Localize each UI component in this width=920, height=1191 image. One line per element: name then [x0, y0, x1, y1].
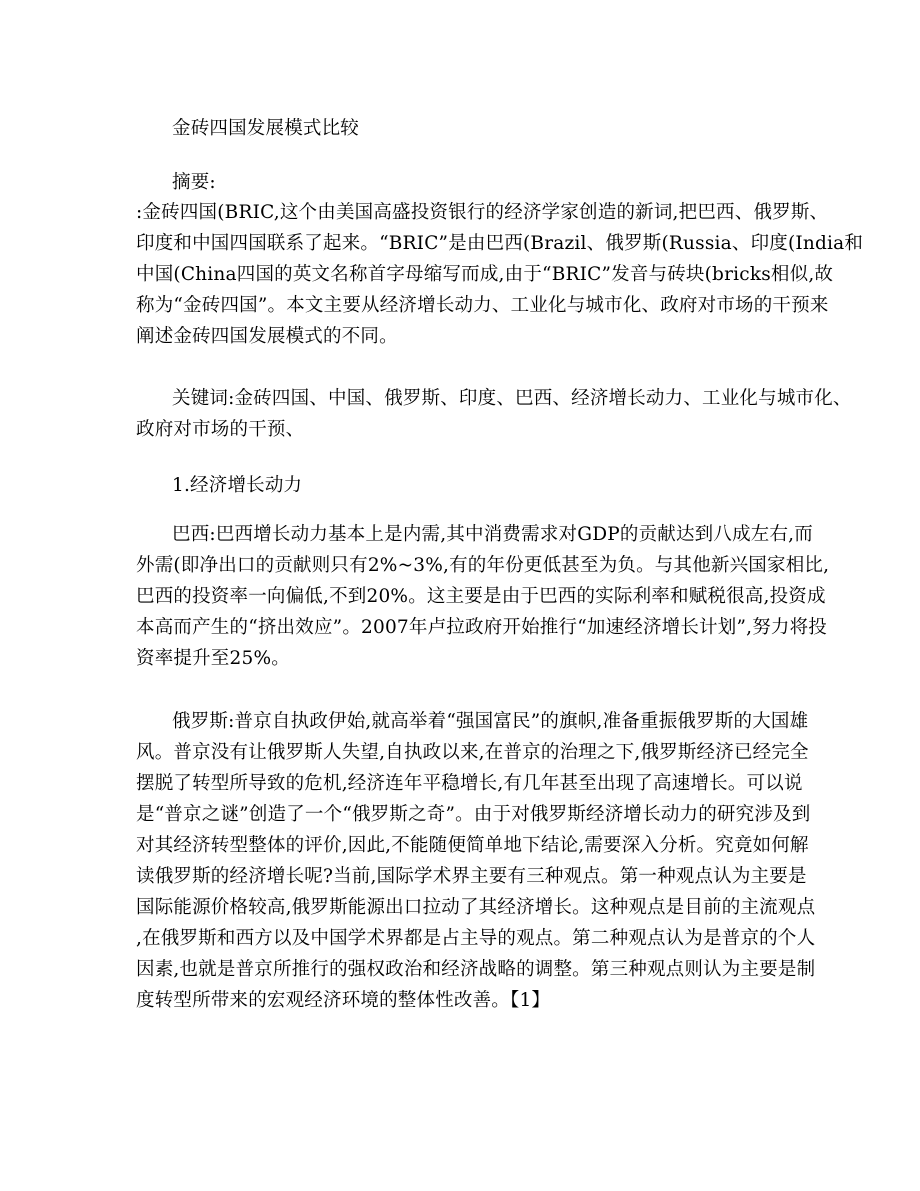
russia-line: 国际能源价格较高,俄罗斯能源出口拉动了其经济增长。这种观点是目前的主流观点 — [136, 897, 816, 918]
russia-line: 因素,也就是普京所推行的强权政治和经济战略的调整。第三种观点则认为主要是制 — [136, 959, 816, 980]
russia-line: 摆脱了转型所导致的危机,经济连年平稳增长,有几年甚至出现了高速增长。可以说 — [136, 773, 803, 794]
abstract-heading: 摘要: — [172, 172, 216, 193]
document-title: 金砖四国发展模式比较 — [172, 118, 360, 139]
abstract-line: :金砖四国(BRIC,这个由美国高盛投资银行的经济学家创造的新词,把巴西、俄罗斯、 — [136, 202, 829, 223]
abstract-paragraph — [136, 197, 864, 352]
russia-line: 对其经济转型整体的评价,因此,不能随便简单地下结论,需要深入分析。究竟如何解 — [136, 835, 809, 856]
brazil-line: 资率提升至25%。 — [136, 648, 290, 669]
keywords-line: 关键词:金砖四国、中国、俄罗斯、印度、巴西、经济增长动力、工业化与城市化、 — [172, 388, 852, 409]
russia-line: 是“普京之谜”创造了一个“俄罗斯之奇”。由于对俄罗斯经济增长动力的研究涉及到 — [136, 804, 811, 825]
keywords-line: 政府对市场的干预、 — [136, 419, 305, 440]
russia-line: 读俄罗斯的经济增长呢?当前,国际学术界主要有三种观点。第一种观点认为主要是 — [136, 866, 807, 887]
brazil-line: 本高而产生的“挤出效应”。2007年卢拉政府开始推行“加速经济增长计划”,努力将投 — [136, 617, 827, 638]
abstract-line: 印度和中国四国联系了起来。“BRIC”是由巴西(Brazil、俄罗斯(Russia、印度(India和 — [136, 233, 864, 254]
keywords-paragraph — [136, 383, 852, 445]
brazil-line: 外需(即净出口的贡献则只有2%~3%,有的年份更低甚至为负。与其他新兴国家相比, — [136, 555, 830, 576]
brazil-line: 巴西的投资率一向偏低,不到20%。这主要是由于巴西的实际利率和赋税很高,投资成 — [136, 586, 826, 607]
section-heading: 1.经济增长动力 — [172, 475, 303, 496]
abstract-line: 中国(China四国的英文名称首字母缩写而成,由于“BRIC”发音与砖块(bricks相似,故 — [136, 264, 834, 285]
abstract-line: 称为“金砖四国”。本文主要从经济增长动力、工业化与城市化、政府对市场的干预来 — [136, 295, 829, 316]
brazil-line: 巴西:巴西增长动力基本上是内需,其中消费需求对GDP的贡献达到八成左右,而 — [172, 524, 813, 545]
russia-line: 俄罗斯:普京自执政伊始,就高举着“强国富民”的旗帜,准备重振俄罗斯的大国雄 — [172, 711, 809, 732]
abstract-line: 阐述金砖四国发展模式的不同。 — [136, 326, 398, 347]
brazil-paragraph — [136, 519, 830, 674]
russia-line: 度转型所带来的宏观经济环境的整体性改善。【1】 — [136, 990, 551, 1011]
russia-line: ,在俄罗斯和西方以及中国学术界都是占主导的观点。第二种观点认为是普京的个人 — [136, 928, 816, 949]
russia-line: 风。普京没有让俄罗斯人失望,自执政以来,在普京的治理之下,俄罗斯经济已经完全 — [136, 742, 809, 763]
russia-paragraph — [136, 706, 816, 1016]
